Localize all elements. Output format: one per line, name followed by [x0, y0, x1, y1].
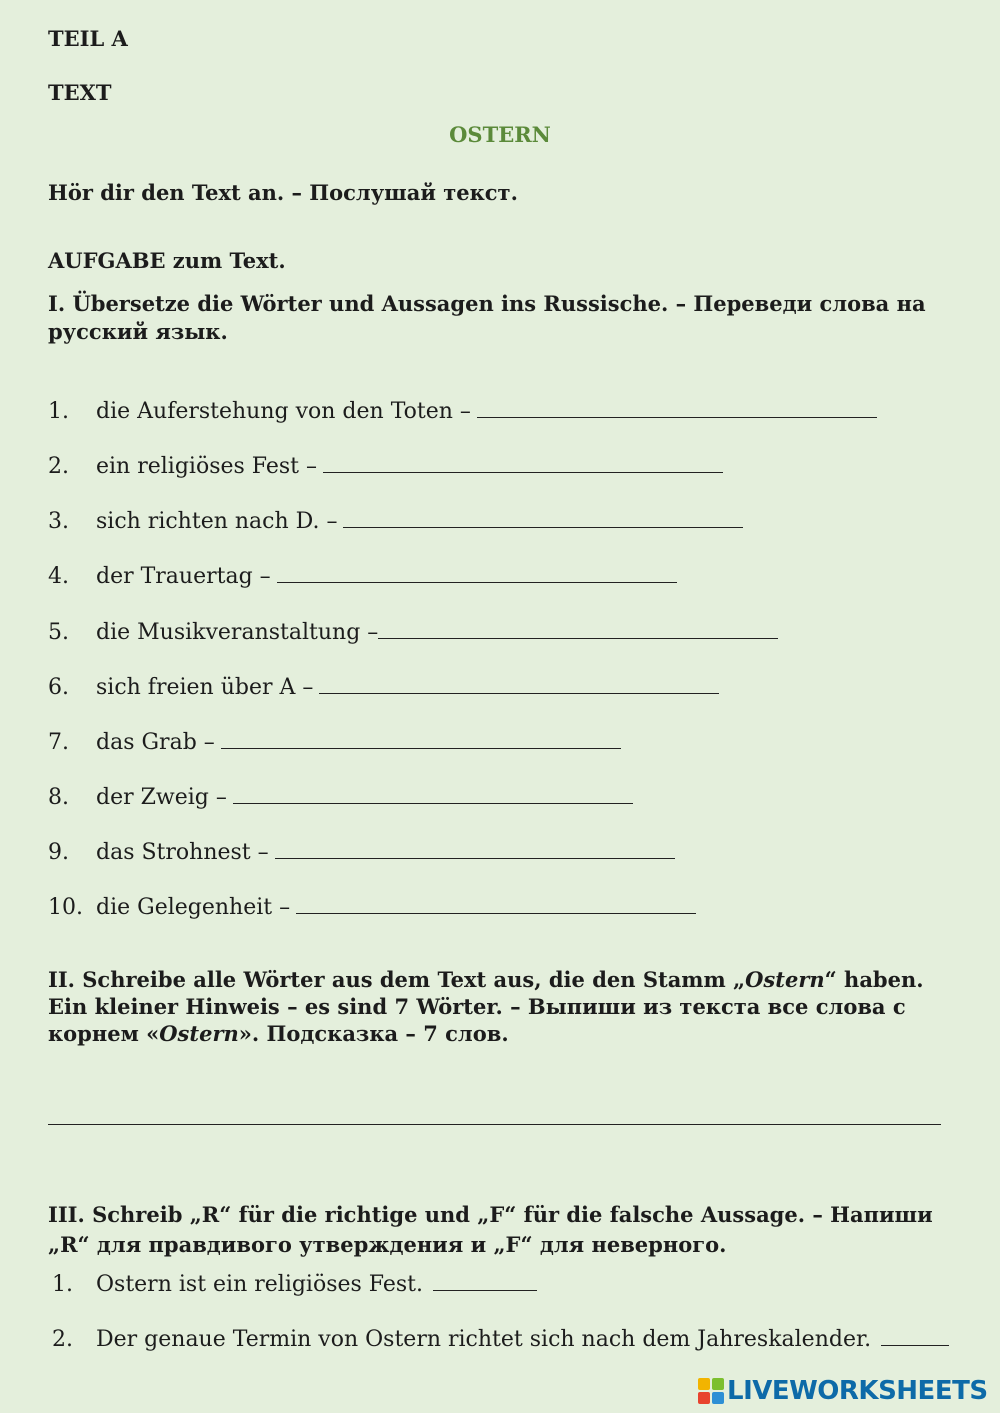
item-text: sich freien über A –: [96, 675, 314, 700]
liveworksheets-logo[interactable]: [698, 1376, 988, 1406]
answer-blank[interactable]: [323, 471, 723, 473]
item-number: 10.: [48, 895, 83, 920]
item-number: 8.: [48, 785, 69, 810]
list-item: [52, 1327, 949, 1352]
section2-line3-start: корнем «: [48, 1021, 160, 1046]
item-number: 2.: [48, 454, 69, 479]
section2-line1-start: II. Schreibe alle Wörter aus dem Text aus, die den Stamm „: [48, 967, 746, 992]
section2-line1-end: “ haben.: [824, 967, 924, 992]
section3-instruction: III. Schreib „R“ für die richtige und „F“ für die falsche Aussage. – Напиши „R“ для правдивого утверждения и „F“ для неверного.: [48, 1202, 933, 1257]
section2-line3-end: ». Подсказка – 7 слов.: [238, 1021, 509, 1046]
part-heading: TEIL A: [48, 26, 128, 51]
answer-blank[interactable]: [221, 747, 621, 749]
item-text: der Trauertag –: [96, 564, 271, 589]
list-item: [48, 564, 677, 589]
item-text: Der genaue Termin von Ostern richtet sich nach dem Jahreskalender.: [96, 1327, 872, 1352]
answer-blank[interactable]: [343, 526, 743, 528]
section2-line3: [48, 1020, 924, 1047]
item-number: 6.: [48, 675, 69, 700]
list-item: [48, 840, 675, 865]
section2-instruction: [48, 966, 924, 1047]
list-item: [48, 620, 778, 645]
item-number: 7.: [48, 730, 69, 755]
list-item: [48, 730, 621, 755]
item-text: die Auferstehung von den Toten –: [96, 399, 471, 424]
listen-instruction: Hör dir den Text an. – Послушай текст.: [48, 180, 518, 205]
item-number: 2.: [52, 1327, 73, 1352]
item-number: 4.: [48, 564, 69, 589]
stem-word: Ostern: [159, 1021, 239, 1046]
text-heading: TEXT: [48, 80, 112, 105]
page-title: OSTERN: [449, 122, 551, 147]
stem-word: Ostern: [745, 967, 825, 992]
answer-blank[interactable]: [277, 581, 677, 583]
task-heading: AUFGABE zum Text.: [48, 248, 286, 273]
item-text: ein religiöses Fest –: [96, 454, 317, 479]
answer-blank[interactable]: [881, 1344, 949, 1346]
item-number: 1.: [52, 1272, 73, 1297]
item-text: der Zweig –: [96, 785, 227, 810]
list-item: [48, 509, 743, 534]
answer-blank[interactable]: [319, 692, 719, 694]
list-item: [48, 675, 719, 700]
item-text: das Strohnest –: [96, 840, 269, 865]
list-item: [52, 1272, 537, 1297]
answer-blank[interactable]: [477, 416, 877, 418]
answer-blank[interactable]: [275, 857, 675, 859]
item-text: die Musikveranstaltung –: [96, 620, 379, 645]
list-item: [48, 895, 696, 920]
section2-line1: [48, 966, 924, 993]
answer-blank[interactable]: [433, 1289, 537, 1291]
item-number: 3.: [48, 509, 69, 534]
list-item: [48, 454, 723, 479]
item-number: 1.: [48, 399, 69, 424]
section2-line2: Ein kleiner Hinweis – es sind 7 Wörter. – Выпиши из текста все слова с: [48, 994, 906, 1019]
answer-blank[interactable]: [296, 912, 696, 914]
section1-instruction: I. Übersetze die Wörter und Aussagen ins Russische. – Переведи слова на русский язык.: [48, 291, 926, 344]
list-item: [48, 785, 633, 810]
section2-answer-line[interactable]: [48, 1124, 941, 1125]
answer-blank[interactable]: [378, 637, 778, 639]
item-text: sich richten nach D. –: [96, 509, 338, 534]
logo-text: LIVEWORKSHEETS: [727, 1376, 988, 1406]
answer-blank[interactable]: [233, 802, 633, 804]
item-text: Ostern ist ein religiöses Fest.: [96, 1272, 424, 1297]
list-item: [48, 399, 877, 424]
item-number: 5.: [48, 620, 69, 645]
item-number: 9.: [48, 840, 69, 865]
liveworksheets-logo-icon: [698, 1378, 724, 1404]
item-text: das Grab –: [96, 730, 215, 755]
item-text: die Gelegenheit –: [96, 895, 291, 920]
